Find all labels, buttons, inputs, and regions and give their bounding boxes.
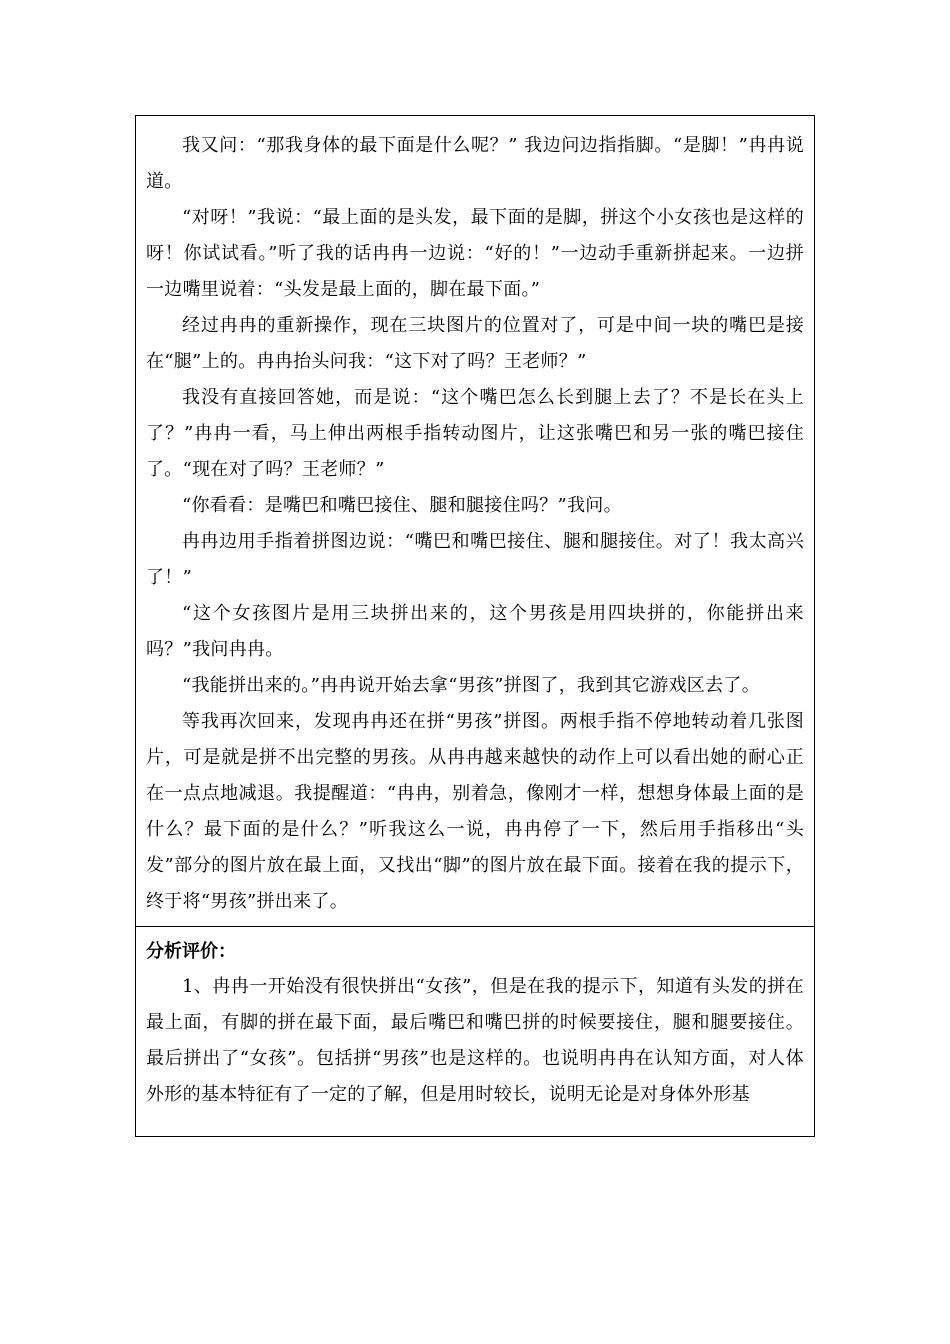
story-paragraph-8: “我能拼出来的。”冉冉说开始去拿“男孩”拼图了，我到其它游戏区去了。 bbox=[182, 675, 761, 696]
story-paragraph-4: 我没有直接回答她，而是说：“这个嘴巴怎么长到腿上去了？不是长在头上了？”冉冉一看，马上伸出两根手指转动图片，让这张嘴巴和另一张的嘴巴接住了。“现在对了吗？王老师？” bbox=[146, 387, 804, 480]
analysis-cell bbox=[136, 926, 814, 1136]
story-paragraph-2: “对呀！”我说：“最上面的是头发，最下面的是脚，拼这个小女孩也是这样的呀！你试试看。”听了我的话冉冉一边说：“好的！”一边动手重新拼起来。一边拼一边嘴里说着：“头发是最上面的，脚在最下面。” bbox=[146, 207, 804, 300]
story-paragraph-1: 我又问：“那我身体的最下面是什么呢？” 我边问边指指脚。“是脚！”冉冉说道。 bbox=[146, 135, 804, 192]
story-cell bbox=[136, 116, 814, 926]
analysis-paragraph-1: 1、冉冉一开始没有很快拼出“女孩”，但是在我的提示下，知道有头发的拼在最上面，有脚的拼在最下面，最后嘴巴和嘴巴拼的时候要接住，腿和腿要接住。最后拼出了“女孩”。包括拼“男孩”也是这样的。也说明冉冉在认知方面，对人体外形的基本特征有了一定的了解，但是用时较长，说明无论是对身体外形基 bbox=[146, 976, 804, 1105]
story-paragraph-9: 等我再次回来，发现冉冉还在拼“男孩”拼图。两根手指不停地转动着几张图片，可是就是拼不出完整的男孩。从冉冉越来越快的动作上可以看出她的耐心正在一点点地减退。我提醒道：“冉冉，别着急，像刚才一样，想想身体最上面的是什么？最下面的是什么？”听我这么一说，冉冉停了一下，然后用手指移出“头发”部分的图片放在最上面，又找出“脚”的图片放在最下面。接着在我的提示下，终于将“男孩”拼出来了。 bbox=[146, 711, 804, 912]
story-paragraph-7: “这个女孩图片是用三块拼出来的，这个男孩是用四块拼的，你能拼出来吗？”我问冉冉。 bbox=[146, 603, 804, 660]
analysis-heading: 分析评价： bbox=[146, 941, 236, 962]
story-paragraph-3: 经过冉冉的重新操作，现在三块图片的位置对了，可是中间一块的嘴巴是接在“腿”上的。冉冉抬头问我：“这下对了吗？王老师？” bbox=[146, 315, 804, 372]
record-table bbox=[135, 115, 815, 1137]
story-paragraph-5: “你看看：是嘴巴和嘴巴接住、腿和腿接住吗？”我问。 bbox=[182, 495, 622, 516]
story-paragraph-6: 冉冉边用手指着拼图边说：“嘴巴和嘴巴接住、腿和腿接住。对了！我太高兴了！” bbox=[146, 531, 804, 588]
